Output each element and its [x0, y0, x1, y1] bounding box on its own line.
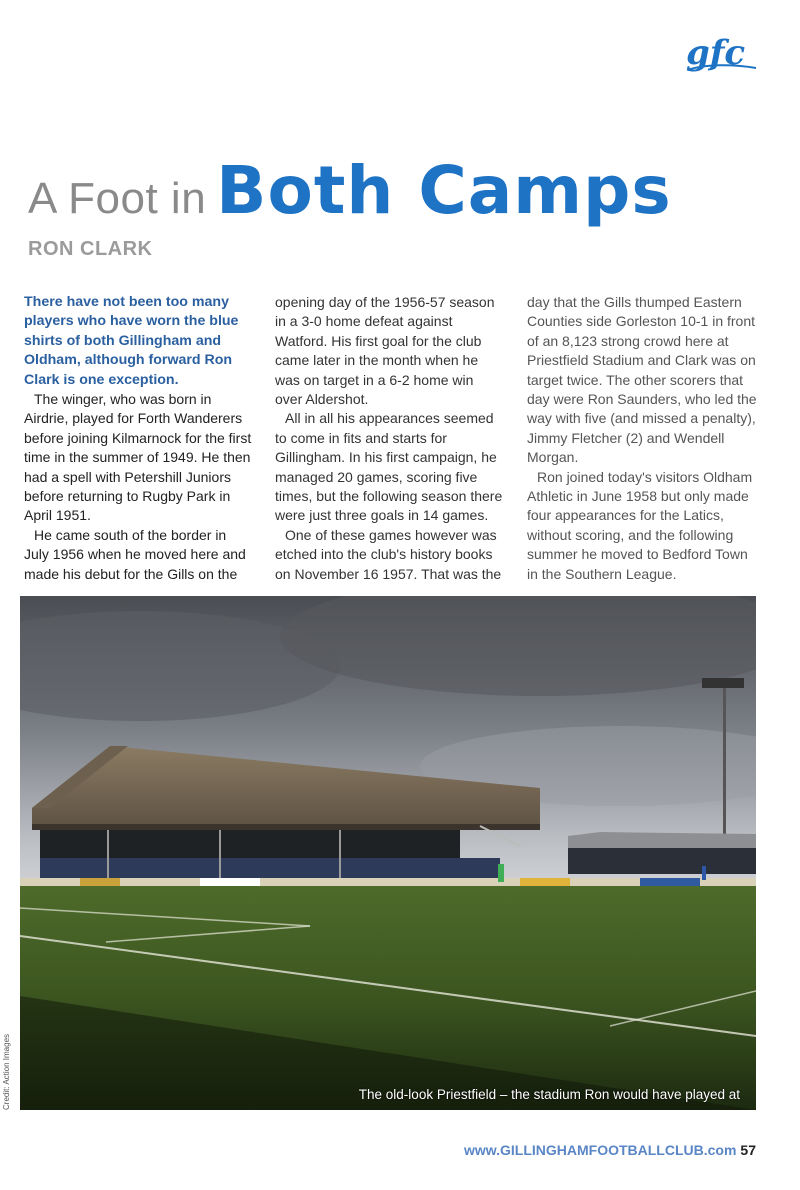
article-column-1	[24, 293, 252, 584]
article-column-2	[275, 293, 503, 584]
paragraph: The winger, who was born in Airdrie, played for Forth Wanderers before joining Kilmarnock for the first time in the summer of 1949. He then had a spell with Petershill Juniors before returning to Rugby Park in April 1951.	[24, 391, 252, 524]
paragraph: day that the Gills thumped Eastern Counties side Gorleston 10-1 in front of an 8,123 strong crowd here at Priestfield Stadium and Clark was on target twice. The other scorers that day were Ron Saunders, who led the way with five (and missed a penalty), Jimmy Fletcher (2) and Wendell Morgan.	[527, 294, 757, 466]
page-number: 57	[740, 1142, 756, 1158]
page-title	[28, 152, 672, 229]
paragraph: He came south of the border in July 1956 when he moved here and made his debut for the Gills on the	[24, 526, 246, 582]
photo-credit: Credit: Action Images	[2, 1033, 11, 1110]
logo-text: gfc	[686, 33, 746, 73]
page-footer	[464, 1142, 756, 1158]
title-light: A Foot in	[28, 174, 207, 223]
paragraph: opening day of the 1956-57 season in a 3-0 home defeat against Watford. His first goal for the club came later in the month when he was on target in a 6-2 home win over Aldershot.	[275, 294, 495, 408]
website-link[interactable]: www.GILLINGHAMFOOTBALLCLUB.com	[463, 1142, 737, 1158]
photo-caption: The old-look Priestfield – the stadium Ron would have played at	[358, 1087, 740, 1102]
byline: RON CLARK	[28, 238, 153, 260]
article-column-3	[527, 293, 757, 584]
title-bold: Both Camps	[216, 152, 672, 229]
paragraph: All in all his appearances seemed to come in fits and starts for Gillingham. In his first campaign, he managed 20 games, scoring five times, but the following season there were just three goals in 14 games.	[275, 410, 503, 524]
gfc-monogram-icon	[684, 30, 760, 80]
stadium-photo	[20, 596, 756, 1110]
paragraph: One of these games however was etched into the club's history books on November 16 1957. That was the	[275, 526, 502, 582]
article-lead: There have not been too many players who have worn the blue shirts of both Gillingham and Oldham, although forward Ron Clark is one exception.	[24, 294, 239, 388]
stadium-illustration	[20, 596, 756, 1110]
club-logo	[684, 30, 760, 80]
paragraph: Ron joined today's visitors Oldham Athletic in June 1958 but only made four appearances for the Latics, without scoring, and the following summer he moved to Bedford Town in the Southern League.	[527, 468, 753, 582]
